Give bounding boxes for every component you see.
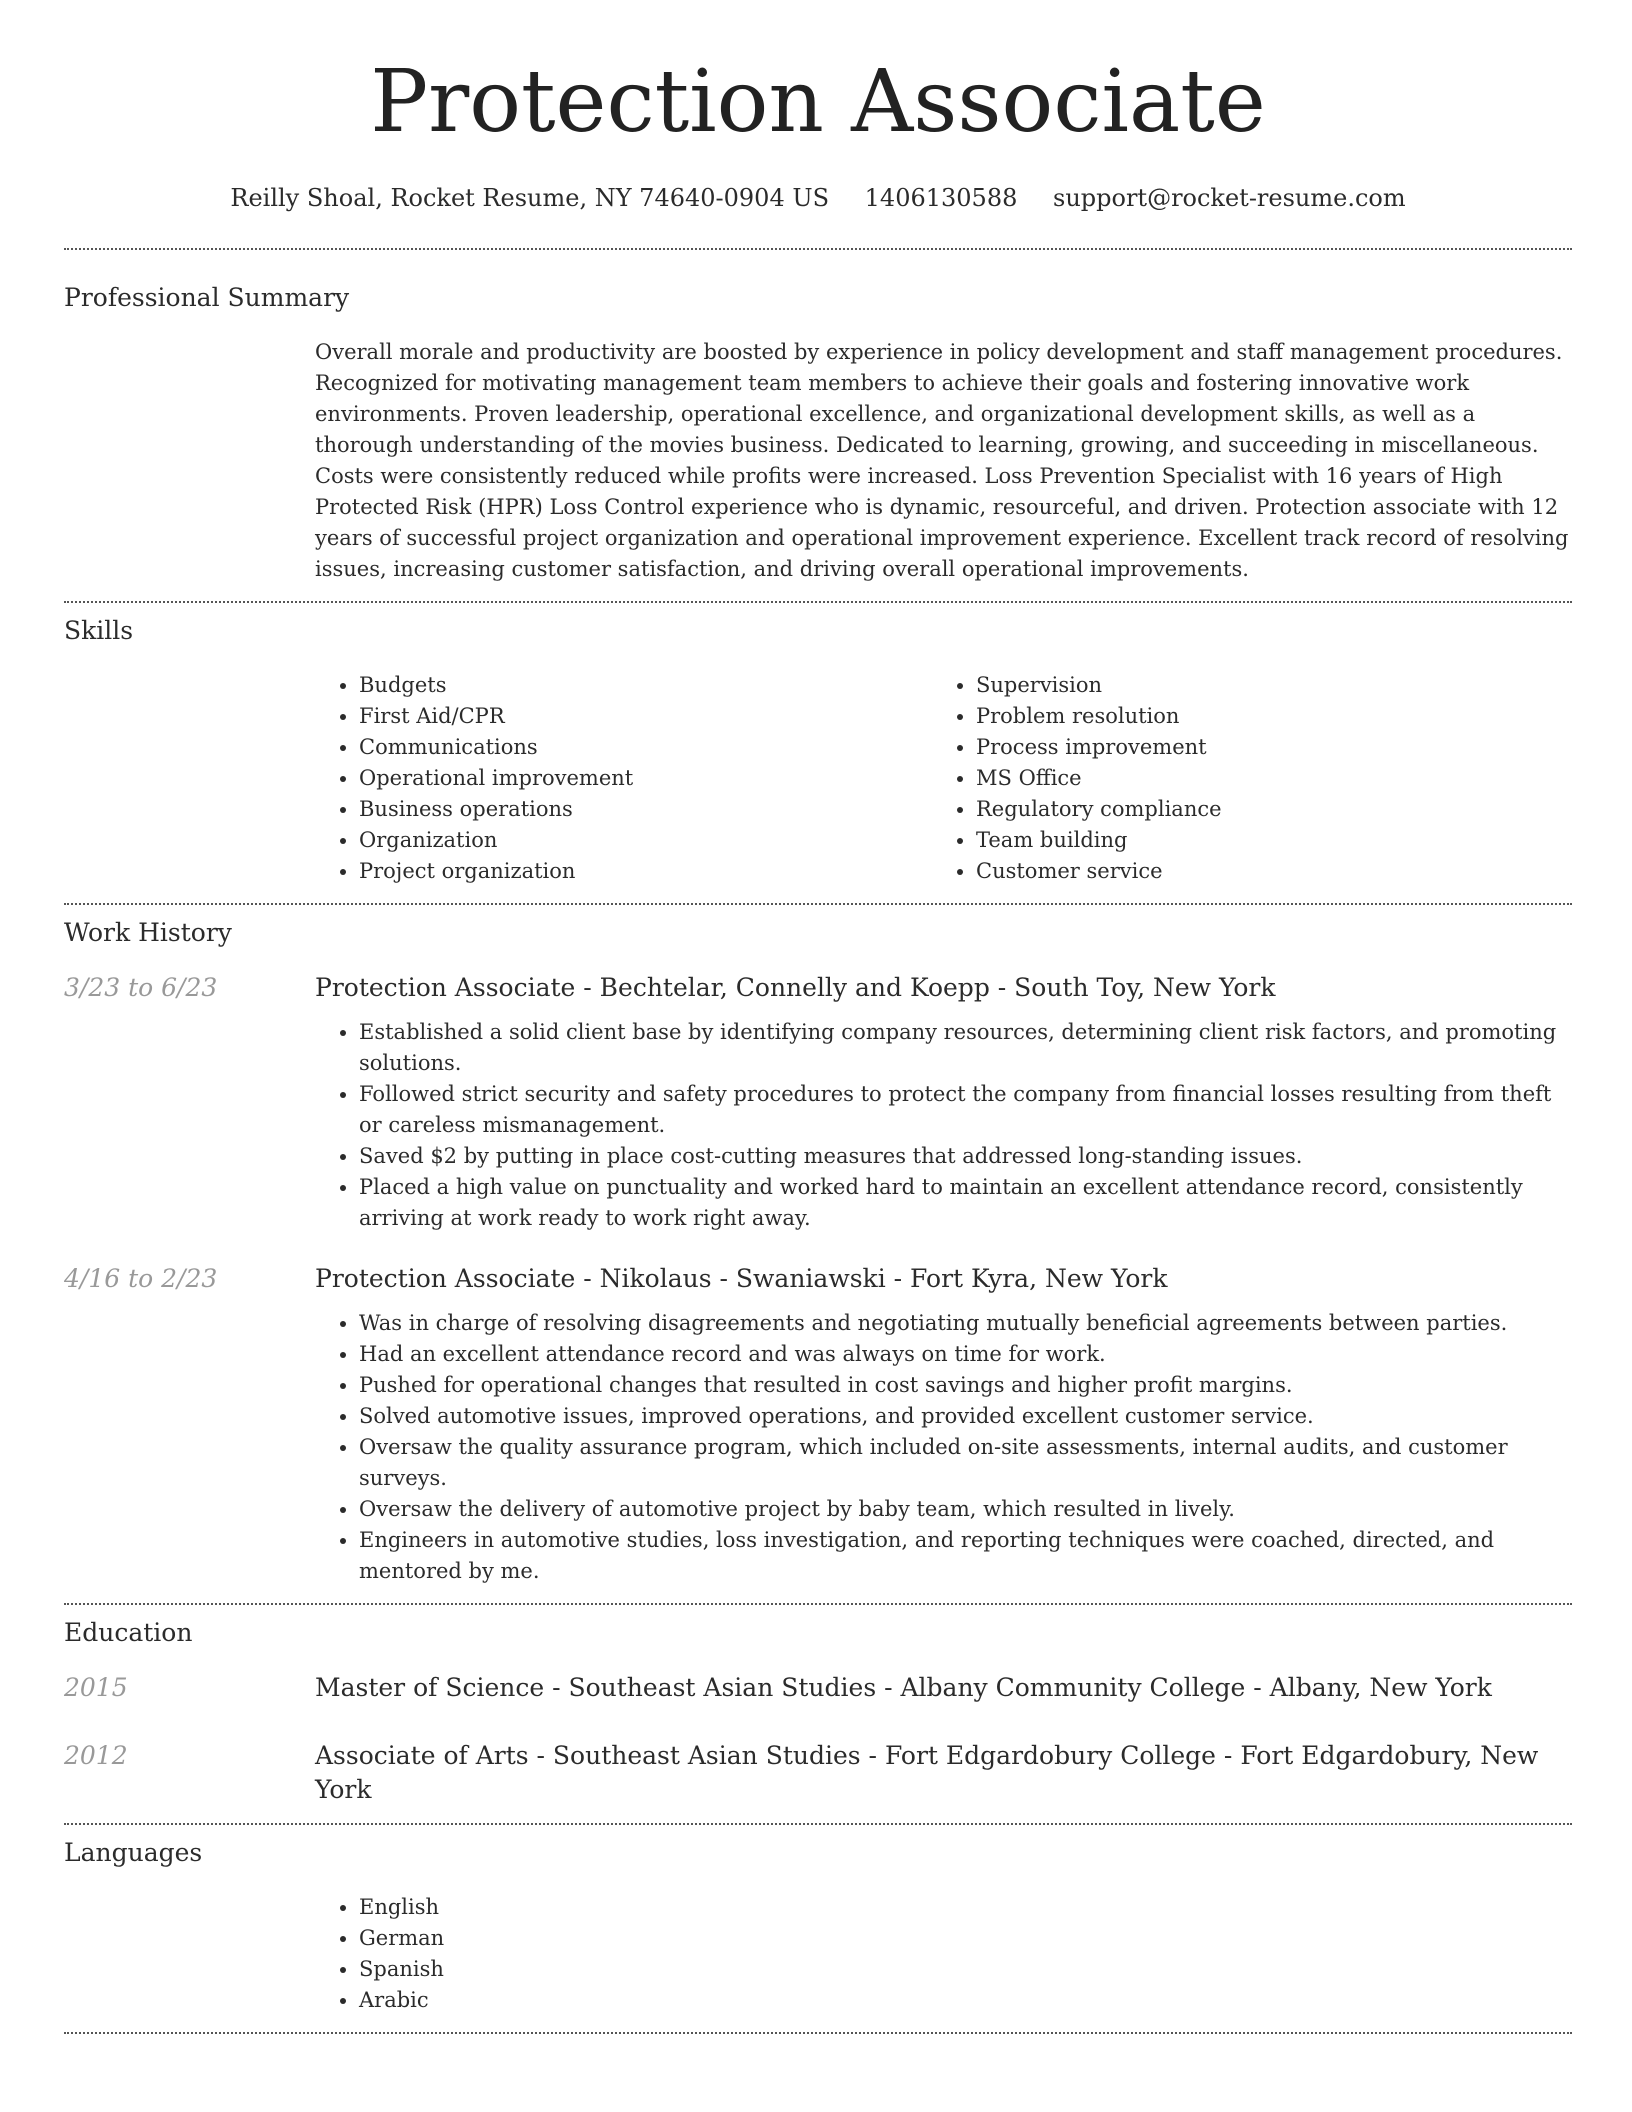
summary-text: Overall morale and productivity are boosted by experience in policy development and staff management procedures. Recognized for motivating management team members to achieve their goals and fostering innovative work environments. Proven leadership, operational excellence, and organizational development skills, as well as a thorough understanding of the movies business. Dedicated to learning, growing, and succeeding in miscellaneous. Costs were consistently reduced while profits were increased. Loss Prevention Specialist with 16 years of High Protected Risk (HPR) Loss Control experience who is dynamic, resourceful, and driven. Protection associate with 12 years of successful project organization and operational improvement experience. Excellent track record of resolving issues, increasing customer satisfaction, and driving overall operational improvements.	[315, 340, 1569, 581]
work-history-section	[64, 905, 1572, 1603]
contact-line	[64, 182, 1572, 214]
job-bullet: • Oversaw the quality assurance program, which included on-site assessments, internal audits, and customer surveys.	[359, 1432, 1572, 1494]
job-entry	[64, 971, 1572, 1234]
job-bullet: • Pushed for operational changes that resulted in cost savings and higher profit margins.	[359, 1370, 1572, 1401]
education-date: 2012	[64, 1741, 128, 1770]
resume-title: Protection Associate	[370, 52, 1266, 152]
job-bullet: • Had an excellent attendance record and was always on time for work.	[359, 1339, 1572, 1370]
skill-item: • First Aid/CPR	[359, 701, 932, 732]
job-bullet: • Followed strict security and safety procedures to protect the company from financial losses resulting from theft or careless mismanagement.	[359, 1079, 1572, 1141]
languages-section	[64, 1825, 1572, 2032]
skills-heading: Skills	[64, 616, 134, 645]
skill-item: • Project organization	[359, 856, 932, 887]
skill-item: • Process improvement	[976, 732, 1549, 763]
skill-item: • Business operations	[359, 794, 932, 825]
job-bullet: • Oversaw the delivery of automotive project by baby team, which resulted in lively.	[359, 1494, 1572, 1525]
contact-phone: 1406130588	[864, 184, 1018, 212]
job-date: 4/16 to 2/23	[64, 1264, 218, 1293]
summary-section	[64, 250, 1572, 601]
resume-page	[64, 0, 1572, 2034]
job-title: Protection Associate - Bechtelar, Connelly and Koepp - South Toy, New York	[315, 973, 1276, 1002]
job-date: 3/23 to 6/23	[64, 973, 218, 1002]
language-item: • English	[359, 1892, 1572, 1923]
skill-item: • Problem resolution	[976, 701, 1549, 732]
language-item: • Spanish	[359, 1954, 1572, 1985]
job-bullet: • Placed a high value on punctuality and worked hard to maintain an excellent attendance record, consistently arriving at work ready to work right away.	[359, 1172, 1572, 1234]
skill-item: • Regulatory compliance	[976, 794, 1549, 825]
job-bullet: • Solved automotive issues, improved operations, and provided excellent customer service.	[359, 1401, 1572, 1432]
job-bullet: • Saved $2 by putting in place cost-cutting measures that addressed long-standing issues.	[359, 1141, 1572, 1172]
section-divider	[64, 2032, 1572, 2034]
education-degree: Associate of Arts - Southeast Asian Studies - Fort Edgardobury College - Fort Edgardobury, New York	[315, 1741, 1539, 1804]
education-entry	[64, 1739, 1572, 1807]
job-bullet: • Engineers in automotive studies, loss investigation, and reporting techniques were coached, directed, and mentored by me.	[359, 1525, 1572, 1587]
skills-column-right	[932, 670, 1549, 887]
contact-email: support@rocket-resume.com	[1053, 184, 1406, 212]
languages-heading: Languages	[64, 1838, 203, 1867]
education-date: 2015	[64, 1673, 128, 1702]
job-bullet: • Established a solid client base by identifying company resources, determining client risk factors, and promoting solutions.	[359, 1017, 1572, 1079]
summary-heading: Professional Summary	[64, 283, 350, 312]
skill-item: • Operational improvement	[359, 763, 932, 794]
skills-column-left	[315, 670, 932, 887]
language-item: • Arabic	[359, 1985, 1572, 2016]
language-item: • German	[359, 1923, 1572, 1954]
education-degree: Master of Science - Southeast Asian Studies - Albany Community College - Albany, New York	[315, 1673, 1492, 1702]
contact-address: Reilly Shoal, Rocket Resume, NY 74640-0904 US	[230, 184, 830, 212]
skill-item: • Communications	[359, 732, 932, 763]
skill-item: • Team building	[976, 825, 1549, 856]
job-bullet: • Was in charge of resolving disagreements and negotiating mutually beneficial agreements between parties.	[359, 1308, 1572, 1339]
education-entry	[64, 1671, 1572, 1705]
skill-item: • Supervision	[976, 670, 1549, 701]
education-heading: Education	[64, 1618, 193, 1647]
education-section	[64, 1605, 1572, 1823]
skill-item: • MS Office	[976, 763, 1549, 794]
job-entry	[64, 1262, 1572, 1587]
work-history-heading: Work History	[64, 918, 232, 947]
skills-section	[64, 603, 1572, 903]
job-title: Protection Associate - Nikolaus - Swaniawski - Fort Kyra, New York	[315, 1264, 1168, 1293]
resume-header	[64, 0, 1572, 214]
skill-item: • Customer service	[976, 856, 1549, 887]
skill-item: • Budgets	[359, 670, 932, 701]
skill-item: • Organization	[359, 825, 932, 856]
